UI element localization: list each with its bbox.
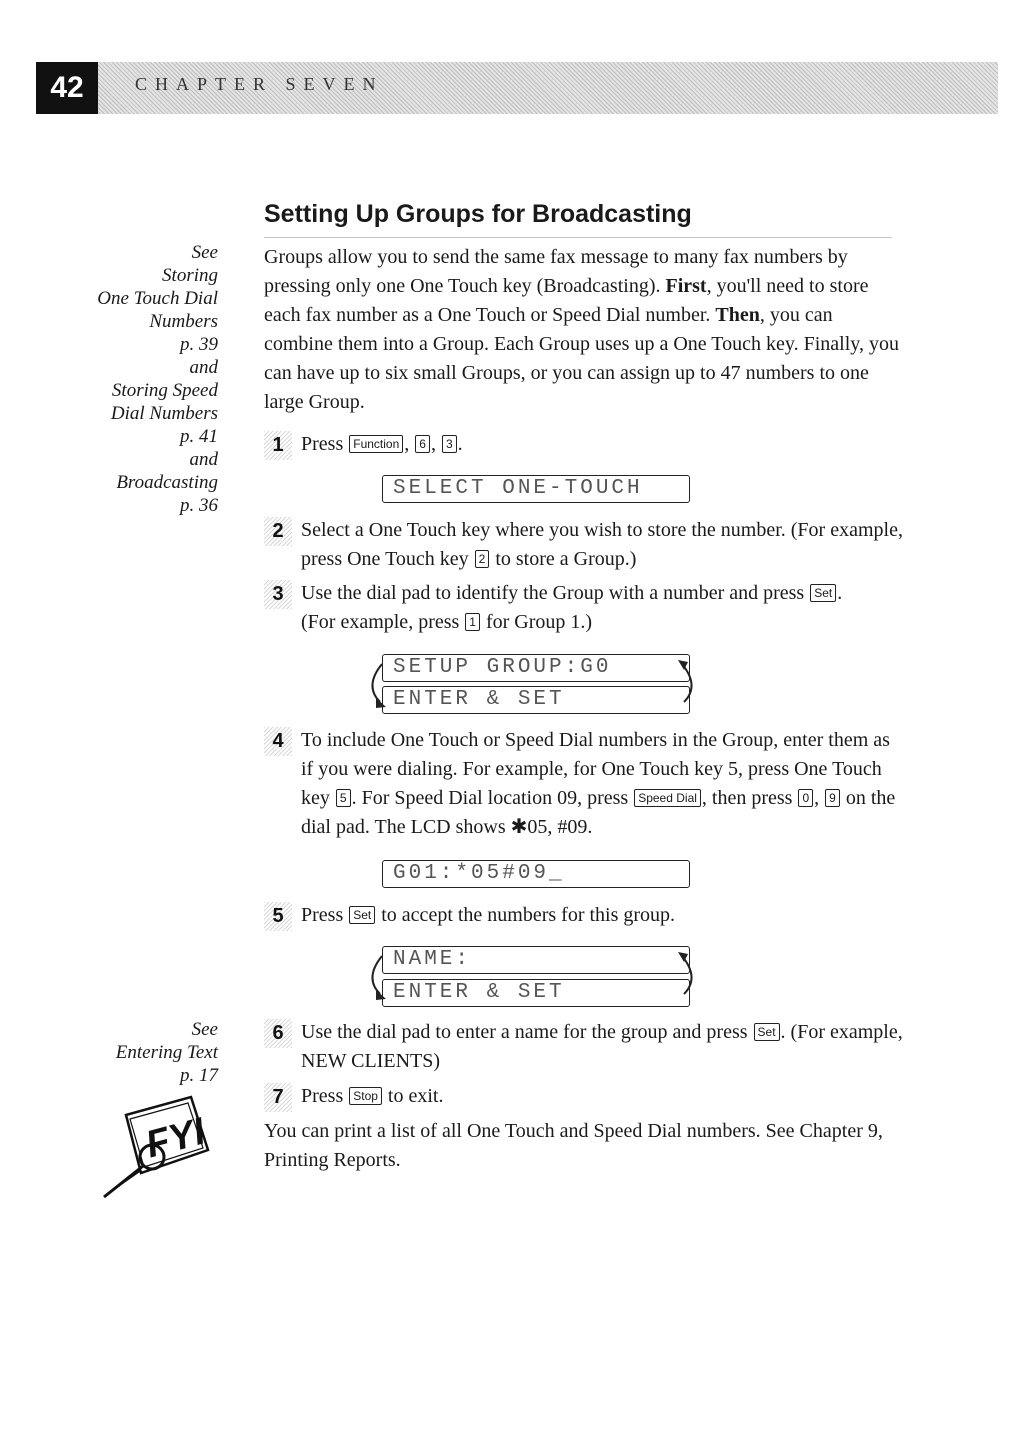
sidebar-line: Storing bbox=[162, 265, 218, 286]
step-5 bbox=[264, 901, 904, 930]
lcd-alternate-arrows-icon bbox=[354, 652, 710, 720]
lcd-display-enter-set: ENTER & SET bbox=[382, 979, 690, 1007]
step-text: , then press bbox=[701, 787, 798, 809]
set-key: Set bbox=[349, 906, 375, 924]
step-text: to accept the numbers for this group. bbox=[376, 904, 676, 926]
sidebar-line: p. 17 bbox=[180, 1065, 218, 1086]
title-rule bbox=[264, 237, 892, 238]
sidebar-line: p. 36 bbox=[180, 495, 218, 516]
key-0: 0 bbox=[798, 789, 813, 807]
sidebar-line: See bbox=[191, 1019, 218, 1040]
set-key: Set bbox=[810, 584, 836, 602]
sidebar-entering-text-reference bbox=[18, 1018, 218, 1087]
closing-note: You can print a list of all One Touch and Speed Dial numbers. See Chapter 9, Printing Reports. bbox=[264, 1120, 883, 1171]
lcd-display-enter-set: ENTER & SET bbox=[382, 686, 690, 714]
key-1: 1 bbox=[465, 613, 480, 631]
fyi-label: FYI bbox=[141, 1110, 210, 1167]
step-2 bbox=[264, 516, 904, 574]
key-3: 3 bbox=[442, 435, 457, 453]
step-text: . For Speed Dial location 09, press bbox=[351, 787, 634, 809]
step-number: 5 bbox=[264, 902, 292, 931]
step-6 bbox=[264, 1018, 904, 1076]
lcd-alternate-arrows-icon bbox=[354, 944, 710, 1012]
fyi-magnifier-icon bbox=[96, 1095, 216, 1200]
step-text: Press bbox=[301, 433, 349, 455]
step-text: Press bbox=[301, 904, 349, 926]
chapter-label: CHAPTER SEVEN bbox=[135, 74, 384, 94]
step-text: to store a Group.) bbox=[490, 548, 637, 570]
step-text: for Group 1.) bbox=[480, 611, 593, 633]
stop-key: Stop bbox=[349, 1087, 382, 1105]
function-key: Function bbox=[349, 435, 403, 453]
step-7 bbox=[264, 1082, 904, 1111]
sidebar-cross-references bbox=[18, 241, 218, 517]
step-text: Press bbox=[301, 1085, 349, 1107]
step-text: to exit. bbox=[382, 1085, 444, 1107]
step-text: . bbox=[837, 582, 843, 604]
key-9: 9 bbox=[825, 789, 840, 807]
page-number: 42 bbox=[36, 62, 98, 114]
key-5: 5 bbox=[336, 789, 351, 807]
sidebar-line: Storing Speed bbox=[111, 380, 218, 401]
key-2: 2 bbox=[475, 550, 490, 568]
step-4 bbox=[264, 726, 904, 842]
step-text: Select a One Touch key where you wish to store the number. (For example, press One Touch key bbox=[301, 519, 903, 570]
intro-text: Groups allow you to send the same fax message to many fax numbers by pressing only one One Touch key (Broadcasting). bbox=[264, 246, 848, 297]
sidebar-line: Dial Numbers bbox=[110, 403, 218, 424]
step-number: 1 bbox=[264, 431, 292, 460]
intro-emphasis: Then bbox=[715, 304, 760, 326]
step-number: 7 bbox=[264, 1083, 292, 1112]
step-text: Use the dial pad to enter a name for the group and press bbox=[301, 1021, 753, 1043]
step-text: , bbox=[404, 433, 415, 455]
step-number: 3 bbox=[264, 580, 292, 609]
sidebar-line: p. 39 bbox=[180, 334, 218, 355]
step-text: . (For example, NEW CLIENTS) bbox=[301, 1021, 903, 1072]
lcd-display-select-one-touch: SELECT ONE-TOUCH bbox=[382, 475, 690, 503]
step-text: . bbox=[457, 433, 463, 455]
step-text: To include One Touch or Speed Dial numbers in the Group, enter them as if you were dialing. For example, for One Touch key 5, press One Touch key bbox=[301, 729, 890, 809]
step-text: , bbox=[430, 433, 441, 455]
step-number: 6 bbox=[264, 1019, 292, 1048]
sidebar-line: and bbox=[189, 449, 218, 470]
intro-emphasis: First bbox=[665, 275, 707, 297]
set-key: Set bbox=[754, 1023, 780, 1041]
section-title: Setting Up Groups for Broadcasting bbox=[264, 200, 692, 228]
step-1 bbox=[264, 430, 904, 459]
sidebar-line: See bbox=[191, 242, 218, 263]
step-text: Use the dial pad to identify the Group with a number and press bbox=[301, 582, 810, 604]
step-3 bbox=[264, 579, 904, 637]
step-text: , bbox=[814, 787, 825, 809]
intro-text: , you'll need to store each fax number as a One Touch or Speed Dial number. bbox=[264, 275, 869, 326]
lcd-display-name: NAME: bbox=[382, 946, 690, 974]
step-number: 2 bbox=[264, 517, 292, 546]
speed-dial-key: Speed Dial bbox=[634, 789, 701, 807]
step-text: on the dial pad. The LCD shows ✱05, #09. bbox=[301, 787, 896, 838]
sidebar-line: One Touch Dial bbox=[97, 288, 218, 309]
sidebar-line: p. 41 bbox=[180, 426, 218, 447]
step-text: (For example, press bbox=[301, 611, 465, 633]
lcd-display-group-numbers: G01:*05#09_ bbox=[382, 860, 690, 888]
step-number: 4 bbox=[264, 727, 292, 756]
sidebar-line: Entering Text bbox=[115, 1042, 218, 1063]
sidebar-line: and bbox=[189, 357, 218, 378]
sidebar-line: Numbers bbox=[149, 311, 218, 332]
intro-paragraph bbox=[264, 243, 904, 417]
sidebar-line: Broadcasting bbox=[116, 472, 218, 493]
intro-text: , you can combine them into a Group. Each Group uses up a One Touch key. Finally, you can have up to six small Groups, or you can assign up to 47 numbers to one large Group. bbox=[264, 304, 899, 413]
key-6: 6 bbox=[415, 435, 430, 453]
lcd-display-setup-group: SETUP GROUP:G0 bbox=[382, 654, 690, 682]
